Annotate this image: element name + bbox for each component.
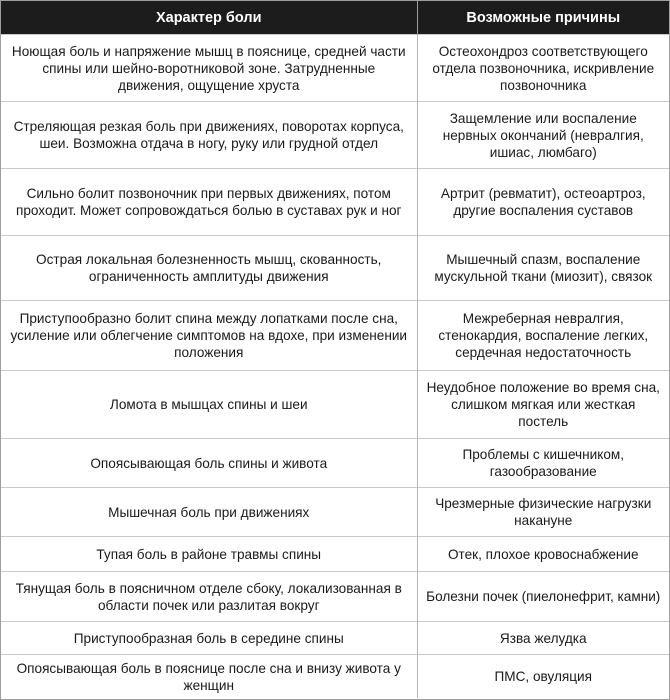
- table-row: [1, 622, 669, 655]
- pain-cell: Ломота в мышцах спины и шеи: [1, 371, 417, 439]
- table-row: [1, 439, 669, 488]
- pain-cell: Сильно болит позвоночник при первых движениях, потом проходит. Может сопровождаться болью в суставах рук и ног: [1, 169, 417, 236]
- pain-cell: Опоясывающая боль спины и живота: [1, 439, 417, 488]
- pain-cell: Мышечная боль при движениях: [1, 488, 417, 537]
- table-row: [1, 102, 669, 169]
- cause-cell: Чрезмерные физические нагрузки накануне: [417, 488, 669, 537]
- pain-cell: Острая локальная болезненность мышц, скованность, ограниченность амплитуды движения: [1, 236, 417, 301]
- table-row: [1, 655, 669, 699]
- cause-cell: ПМС, овуляция: [417, 655, 669, 699]
- cause-cell: Остеохондроз соответствующего отдела позвоночника, искривление позвоночника: [417, 35, 669, 102]
- pain-cell: Опоясывающая боль в пояснице после сна и внизу живота у женщин: [1, 655, 417, 699]
- pain-cell: Стреляющая резкая боль при движениях, поворотах корпуса, шеи. Возможна отдача в ногу, руку или грудной отдел: [1, 102, 417, 169]
- pain-cell: Приступообразная боль в середине спины: [1, 622, 417, 655]
- cause-cell: Проблемы с кишечником, газообразование: [417, 439, 669, 488]
- table-row: [1, 301, 669, 371]
- table-row: [1, 35, 669, 102]
- cause-cell: Болезни почек (пиелонефрит, камни): [417, 572, 669, 622]
- table-row: [1, 488, 669, 537]
- table-row: [1, 537, 669, 572]
- pain-cell: Тянущая боль в поясничном отделе сбоку, локализованная в области почек или разлитая вокруг: [1, 572, 417, 622]
- pain-cell: Приступообразно болит спина между лопатками после сна, усиление или облегчение симптомов на вдохе, при изменении положения: [1, 301, 417, 371]
- cause-cell: Мышечный спазм, воспаление мускульной ткани (миозит), связок: [417, 236, 669, 301]
- cause-cell: Язва желудка: [417, 622, 669, 655]
- pain-causes-table: [1, 1, 669, 698]
- pain-cell: Ноющая боль и напряжение мышц в пояснице, средней части спины или шейно-воротниковой зоне. Затрудненные движения, ощущение хруста: [1, 35, 417, 102]
- cause-cell: Отек, плохое кровоснабжение: [417, 537, 669, 572]
- pain-cell: Тупая боль в районе травмы спины: [1, 537, 417, 572]
- cause-cell: Защемление или воспаление нервных окончаний (невралгия, ишиас, люмбаго): [417, 102, 669, 169]
- table-header-row: [1, 1, 669, 35]
- cause-cell: Неудобное положение во время сна, слишком мягкая или жесткая постель: [417, 371, 669, 439]
- cause-cell: Артрит (ревматит), остеоартроз, другие воспаления суставов: [417, 169, 669, 236]
- table-row: [1, 572, 669, 622]
- header-pain-character: Характер боли: [1, 1, 417, 35]
- header-possible-causes: Возможные причины: [417, 1, 669, 35]
- table-row: [1, 236, 669, 301]
- cause-cell: Межреберная невралгия, стенокардия, воспаление легких, сердечная недостаточность: [417, 301, 669, 371]
- table-row: [1, 169, 669, 236]
- table-row: [1, 371, 669, 439]
